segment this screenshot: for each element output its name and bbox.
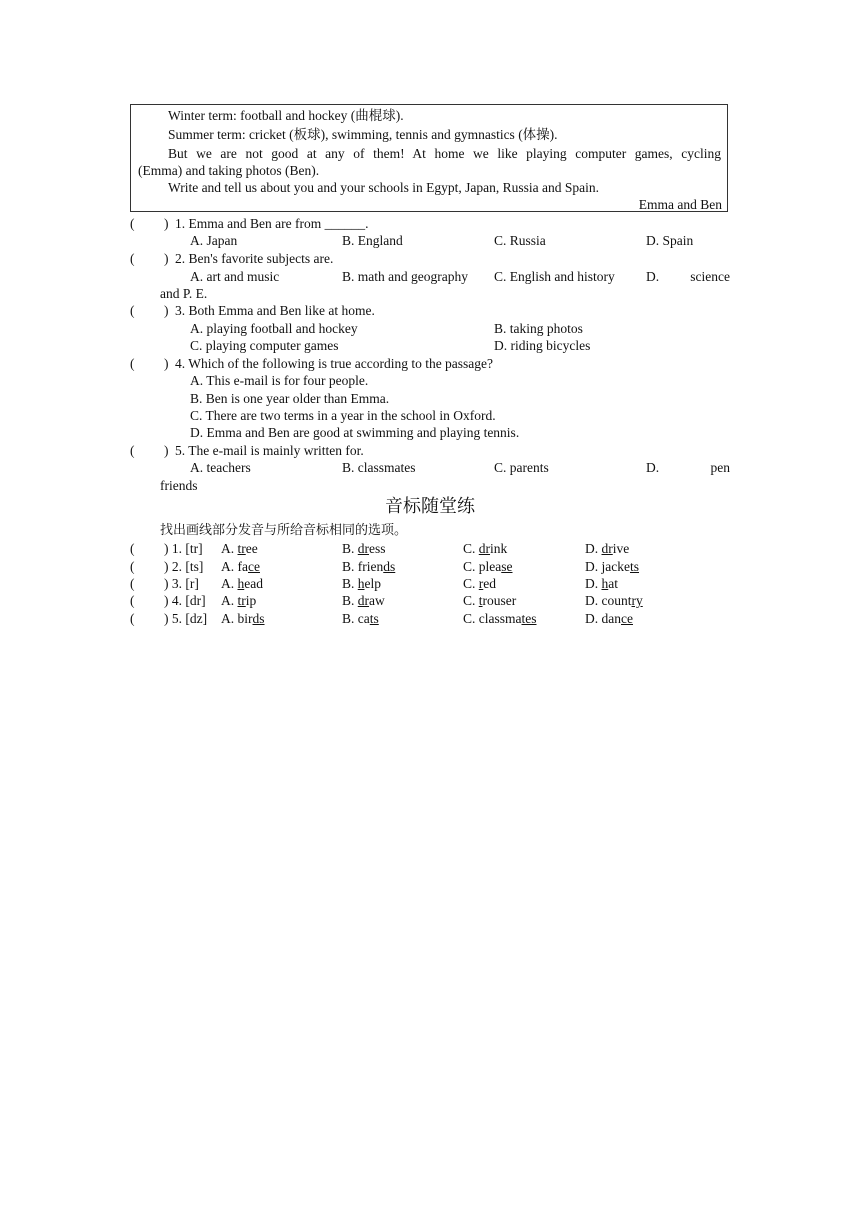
phon-q3-option-c	[463, 575, 496, 592]
phon-q1-option-b-underlined: dr	[357, 541, 370, 556]
phon-q4-option-a-pre: A.	[221, 593, 238, 608]
phon-q5-option-a	[221, 610, 265, 627]
q5-option-a: A. teachers	[190, 460, 251, 475]
q5-option-c: C. parents	[494, 460, 549, 475]
phon-q3-option-b-post: elp	[364, 576, 382, 591]
q4-close: )	[164, 356, 169, 371]
phon-q4-option-c-pre: C.	[463, 593, 479, 608]
phon-q2-option-d-pre: D. jacke	[585, 559, 630, 574]
q5-option-d-cont: friends	[160, 478, 198, 493]
phon-q2-option-d	[585, 558, 639, 575]
phon-q3-option-d-pre: D.	[585, 576, 602, 591]
phon-q1-option-a	[221, 540, 258, 557]
phon-q3-option-a-post: ead	[244, 576, 263, 591]
q3-option-a: A. playing football and hockey	[190, 321, 358, 336]
q3-close: )	[164, 303, 169, 318]
phon-q3-number: ) 3. [r]	[164, 576, 199, 591]
phon-q3-option-d-post: at	[608, 576, 618, 591]
phon-q4-option-c	[463, 592, 516, 609]
phon-q4-number: ) 4. [dr]	[164, 593, 206, 608]
phon-q2-option-d-underlined: ts	[629, 559, 639, 574]
q5-option-d-word: pen	[710, 460, 730, 475]
phon-q4-option-d-underlined: ry	[631, 593, 643, 608]
phon-q1-option-b-post: ess	[369, 541, 386, 556]
phon-q5-option-c	[463, 610, 537, 627]
passage-signature: Emma and Ben	[638, 197, 722, 212]
phon-q3-option-b-underlined: h	[357, 576, 365, 591]
phon-q5-option-d-underlined: ce	[621, 611, 633, 626]
phon-q3-option-d	[585, 575, 618, 592]
q1-paren: (	[130, 216, 135, 231]
passage-but-line2: (Emma) and taking photos (Ben).	[138, 163, 320, 178]
phon-q3-option-d-underlined: h	[601, 576, 609, 591]
phon-q3-option-b	[342, 575, 381, 592]
phon-q4-option-d	[585, 592, 643, 609]
q2-close: )	[164, 251, 169, 266]
phon-q2-option-c	[463, 558, 513, 575]
phon-q3-option-c-pre: C.	[463, 576, 479, 591]
q2-option-d-word: science	[690, 269, 730, 284]
phon-q1-option-a-post: ee	[245, 541, 258, 556]
q1-option-b: B. England	[342, 233, 403, 248]
phon-q5-option-b	[342, 610, 379, 627]
phon-q1-paren: (	[130, 541, 135, 556]
section-title: 音标随堂练	[385, 496, 475, 517]
phon-q1-option-a-underlined: tr	[237, 541, 246, 556]
phon-q4-option-b-underlined: dr	[357, 593, 370, 608]
q4-stem: 4. Which of the following is true according to the passage?	[175, 356, 494, 371]
passage-summer: Summer term: cricket (板球), swimming, tennis and gymnastics (体操).	[168, 127, 558, 142]
phon-q5-paren: (	[130, 611, 135, 626]
q4-option-c: C. There are two terms in a year in the school in Oxford.	[190, 408, 496, 423]
q5-option-d-letter: D.	[646, 460, 660, 475]
phon-q2-option-a-underlined: ce	[248, 559, 260, 574]
q4-option-b: B. Ben is one year older than Emma.	[190, 391, 390, 406]
q2-option-d-cont: and P. E.	[160, 286, 208, 301]
phon-q2-option-c-pre: C. plea	[463, 559, 502, 574]
phon-q1-option-d	[585, 540, 629, 557]
phon-q4-option-b-pre: B.	[342, 593, 358, 608]
q2-paren: (	[130, 251, 135, 266]
q5-close: )	[164, 443, 169, 458]
phon-q4-option-b-post: aw	[369, 593, 385, 608]
q5-option-d	[646, 459, 730, 476]
q3-option-c: C. playing computer games	[190, 338, 339, 353]
q4-option-d: D. Emma and Ben are good at swimming and playing tennis.	[190, 425, 520, 440]
phon-q2-option-a-pre: A. fa	[221, 559, 248, 574]
phon-q1-option-b	[342, 540, 386, 557]
phon-q4-option-a-post: ip	[245, 593, 257, 608]
q5-option-b: B. classmates	[342, 460, 416, 475]
phon-q1-option-c	[463, 540, 507, 557]
q2-option-c: C. English and history	[494, 269, 615, 284]
phon-q2-option-a	[221, 558, 260, 575]
section-instruction: 找出画线部分发音与所给音标相同的选项。	[160, 523, 408, 538]
phon-q4-option-c-post: rouser	[482, 593, 517, 608]
phon-q4-option-a-underlined: tr	[237, 593, 246, 608]
q2-option-b: B. math and geography	[342, 269, 468, 284]
phon-q5-option-d	[585, 610, 633, 627]
phon-q1-option-b-pre: B.	[342, 541, 358, 556]
q3-option-d: D. riding bicycles	[494, 338, 591, 353]
phon-q5-option-b-underlined: ts	[369, 611, 379, 626]
phon-q5-option-b-pre: B. ca	[342, 611, 370, 626]
q3-option-b: B. taking photos	[494, 321, 583, 336]
phon-q2-paren: (	[130, 559, 135, 574]
q1-stem: 1. Emma and Ben are from ______.	[175, 216, 369, 231]
passage-winter: Winter term: football and hockey (曲棍球).	[168, 108, 404, 123]
phon-q1-option-a-pre: A.	[221, 541, 238, 556]
phon-q4-option-b	[342, 592, 385, 609]
phon-q1-option-c-pre: C.	[463, 541, 479, 556]
phon-q2-option-b-underlined: ds	[383, 559, 396, 574]
phon-q3-option-a-underlined: h	[237, 576, 245, 591]
q5-stem: 5. The e-mail is mainly written for.	[175, 443, 364, 458]
phon-q1-option-d-post: ive	[612, 541, 630, 556]
q3-stem: 3. Both Emma and Ben like at home.	[175, 303, 375, 318]
q1-close: )	[164, 216, 169, 231]
q2-stem: 2. Ben's favorite subjects are.	[175, 251, 334, 266]
phon-q2-option-c-underlined: se	[501, 559, 513, 574]
phon-q5-option-c-underlined: tes	[521, 611, 537, 626]
phon-q1-option-d-pre: D.	[585, 541, 602, 556]
phon-q3-option-a	[221, 575, 263, 592]
q2-option-d	[646, 268, 730, 285]
q2-option-d-letter: D.	[646, 269, 660, 284]
passage-but-line1: But we are not good at any of them! At home we like playing computer games, cycling	[168, 146, 721, 161]
phon-q5-option-c-pre: C. classma	[463, 611, 522, 626]
phon-q2-option-b	[342, 558, 395, 575]
phon-q3-option-c-underlined: r	[478, 576, 484, 591]
phon-q3-option-c-post: ed	[483, 576, 497, 591]
q1-option-a: A. Japan	[190, 233, 238, 248]
phon-q5-option-a-underlined: ds	[252, 611, 265, 626]
phon-q1-option-c-underlined: dr	[478, 541, 491, 556]
phon-q2-number: ) 2. [ts]	[164, 559, 204, 574]
phon-q4-option-a	[221, 592, 256, 609]
phon-q2-option-b-pre: B. frien	[342, 559, 384, 574]
phon-q4-option-c-underlined: t	[478, 593, 483, 608]
phon-q5-option-d-pre: D. dan	[585, 611, 621, 626]
q4-paren: (	[130, 356, 135, 371]
phon-q1-option-d-underlined: dr	[601, 541, 613, 556]
phon-q5-option-a-pre: A. bir	[221, 611, 253, 626]
phon-q3-option-b-pre: B.	[342, 576, 358, 591]
phon-q3-option-a-pre: A.	[221, 576, 238, 591]
phon-q1-number: ) 1. [tr]	[164, 541, 203, 556]
phon-q1-option-c-post: ink	[490, 541, 508, 556]
phon-q5-number: ) 5. [dz]	[164, 611, 208, 626]
q5-paren: (	[130, 443, 135, 458]
q1-option-c: C. Russia	[494, 233, 546, 248]
phon-q4-option-d-pre: D. count	[585, 593, 632, 608]
phon-q3-paren: (	[130, 576, 135, 591]
q2-option-a: A. art and music	[190, 269, 280, 284]
passage-write: Write and tell us about you and your schools in Egypt, Japan, Russia and Spain.	[168, 180, 600, 195]
q4-option-a: A. This e-mail is for four people.	[190, 373, 369, 388]
q3-paren: (	[130, 303, 135, 318]
q1-option-d: D. Spain	[646, 233, 694, 248]
phon-q4-paren: (	[130, 593, 135, 608]
